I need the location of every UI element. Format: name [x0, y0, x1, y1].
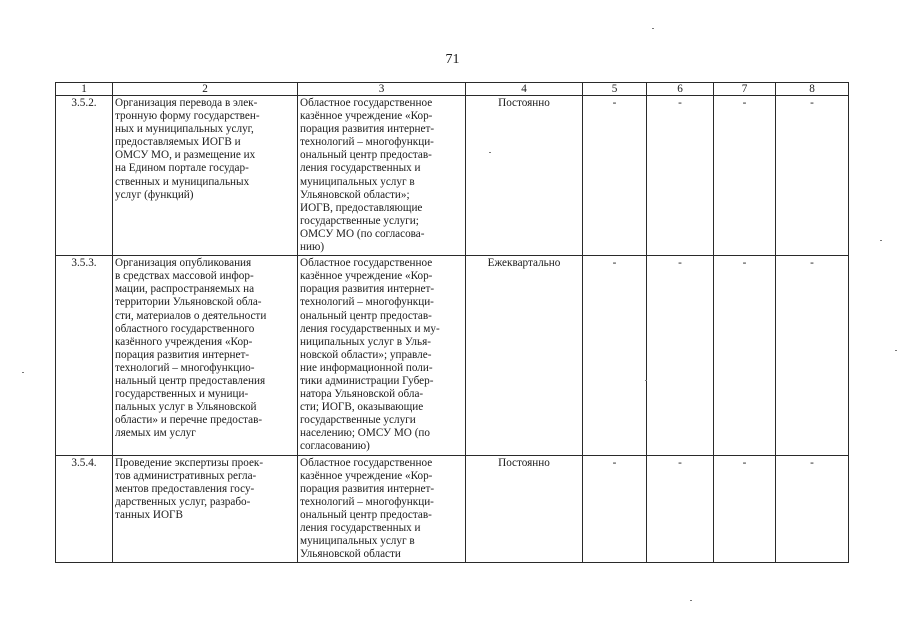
value-cell: -	[647, 96, 714, 256]
executor-cell-line: согласованию)	[300, 440, 370, 453]
value-cell: -	[647, 455, 714, 563]
executor-cell-line: государственные услуги	[300, 414, 416, 427]
action-cell-line: ляемых им услуг	[115, 427, 196, 440]
action-cell	[113, 96, 298, 256]
action-cell-line: в средствах массовой инфор-	[115, 270, 254, 283]
column-header: 4	[466, 83, 583, 96]
executor-cell-line: нию)	[300, 241, 325, 254]
item-number: 3.5.4.	[56, 455, 113, 563]
action-cell-line: нальный центр предоставления	[115, 374, 266, 387]
executor-cell-line: порация развития интернет-	[300, 283, 435, 296]
action-cell-line: казённого учреждения «Кор-	[115, 335, 253, 348]
executor-cell-line: Ульяновской области»;	[300, 188, 410, 201]
action-cell-line: ных и муниципальных услуг,	[115, 123, 254, 136]
value-cell: -	[583, 256, 647, 455]
value-cell: -	[647, 256, 714, 455]
value-cell: -	[776, 455, 849, 563]
column-header: 3	[298, 83, 466, 96]
term-cell: Постоянно	[466, 455, 583, 563]
executor-cell-line: ления государственных и	[300, 522, 421, 534]
executor-cell-line: муниципальных услуг в	[300, 175, 415, 188]
scan-speck	[880, 240, 882, 241]
action-cell-line: тов административных регла-	[115, 469, 257, 482]
executor-cell-line: ления государственных и	[300, 162, 421, 175]
scan-speck	[895, 350, 897, 351]
value-cell: -	[714, 455, 776, 563]
action-cell-line: порация развития интернет-	[115, 348, 250, 361]
executor-cell-line: технологий – многофункци-	[300, 136, 434, 149]
action-cell-line: услуг (функций)	[115, 188, 194, 201]
executor-cell-line: новской области»; управле-	[300, 348, 432, 361]
executor-cell-line: сти; ИОГВ, оказывающие	[300, 401, 424, 414]
executor-cell-line: муниципальных услуг в	[300, 535, 415, 548]
executor-cell	[298, 455, 466, 563]
executor-cell-line: ние информационной поли-	[300, 361, 433, 374]
executor-cell-line: ИОГВ, предоставляющие	[300, 201, 423, 214]
page-number: 71	[445, 52, 460, 67]
executor-cell-line: технологий – многофункци-	[300, 296, 434, 309]
action-cell-line: территории Ульяновской обла-	[115, 296, 262, 309]
executor-cell-line: порация развития интернет-	[300, 482, 435, 495]
executor-cell-line: технологий – многофункци-	[300, 495, 434, 508]
action-cell-line: Организация опубликования	[115, 257, 252, 270]
executor-cell-line: порация развития интернет-	[300, 123, 435, 136]
scan-speck	[652, 28, 654, 29]
column-header: 5	[583, 83, 647, 96]
executor-cell-line: Ульяновской области	[300, 548, 401, 561]
scan-speck	[690, 600, 692, 601]
executor-cell	[298, 256, 466, 455]
executor-cell-line: казённое учреждение «Кор-	[300, 110, 433, 123]
action-cell-line: сти, материалов о деятельности	[115, 309, 267, 322]
plan-table	[55, 82, 849, 563]
value-cell: -	[776, 256, 849, 455]
value-cell: -	[776, 96, 849, 256]
column-header: 2	[113, 83, 298, 96]
column-header: 7	[714, 83, 776, 96]
action-cell-line: Организация перевода в элек-	[115, 97, 258, 109]
action-cell-line: пальных услуг в Ульяновской	[115, 401, 257, 414]
scan-speck	[22, 372, 24, 373]
executor-cell	[298, 96, 466, 256]
action-cell-line: государственных и муници-	[115, 388, 249, 401]
executor-cell-line: Областное государственное	[300, 456, 433, 469]
action-cell-line: мации, распространяемых на	[115, 283, 255, 296]
term-cell: Ежеквартально	[466, 256, 583, 455]
executor-cell-line: Областное государственное	[300, 257, 433, 270]
executor-cell-line: ления государственных и му-	[300, 322, 440, 335]
term-cell: Постоянно	[466, 96, 583, 256]
header-row	[56, 83, 849, 96]
action-cell-line: дарственных услуг, разрабо-	[115, 495, 251, 508]
action-cell-line: ментов предоставления госу-	[115, 482, 255, 495]
value-cell: -	[583, 455, 647, 563]
action-cell-line: областного государственного	[115, 322, 255, 335]
action-cell-line: на Едином портале государ-	[115, 162, 249, 175]
executor-cell-line: ональный центр предостав-	[300, 149, 432, 162]
executor-cell-line: ональный центр предостав-	[300, 508, 432, 521]
action-cell-line: ОМСУ МО, и размещение их	[115, 149, 256, 162]
table-row	[56, 96, 849, 256]
action-cell-line: предоставляемых ИОГВ и	[115, 136, 241, 149]
executor-cell-line: казённое учреждение «Кор-	[300, 469, 433, 482]
action-cell-line: области» и перечне предостав-	[115, 414, 263, 427]
executor-cell-line: казённое учреждение «Кор-	[300, 270, 433, 283]
action-cell	[113, 455, 298, 563]
value-cell: -	[583, 96, 647, 256]
executor-cell-line: ниципальных услуг в Улья-	[300, 335, 431, 348]
executor-cell-line: ОМСУ МО (по согласова-	[300, 227, 425, 240]
column-header: 1	[56, 83, 113, 96]
executor-cell-line: ональный центр предостав-	[300, 309, 432, 322]
table-row	[56, 256, 849, 455]
value-cell: -	[714, 96, 776, 256]
executor-cell-line: Областное государственное	[300, 97, 433, 109]
item-number: 3.5.2.	[56, 96, 113, 256]
scan-speck	[645, 380, 647, 381]
action-cell-line: ственных и муниципальных	[115, 175, 250, 188]
executor-cell-line: государственные услуги;	[300, 214, 419, 227]
value-cell: -	[714, 256, 776, 455]
action-cell-line: тронную форму государствен-	[115, 110, 260, 123]
executor-cell-line: тики администрации Губер-	[300, 374, 434, 387]
action-cell-line: технологий – многофункцио-	[115, 361, 255, 374]
executor-cell-line: населению; ОМСУ МО (по	[300, 427, 430, 440]
action-cell	[113, 256, 298, 455]
action-cell-line: Проведение экспертизы проек-	[115, 456, 264, 469]
item-number: 3.5.3.	[56, 256, 113, 455]
column-header: 6	[647, 83, 714, 96]
column-header: 8	[776, 83, 849, 96]
table-row	[56, 455, 849, 563]
executor-cell-line: натора Ульяновской обла-	[300, 388, 424, 401]
scan-speck	[489, 152, 491, 153]
action-cell-line: танных ИОГВ	[115, 508, 183, 521]
